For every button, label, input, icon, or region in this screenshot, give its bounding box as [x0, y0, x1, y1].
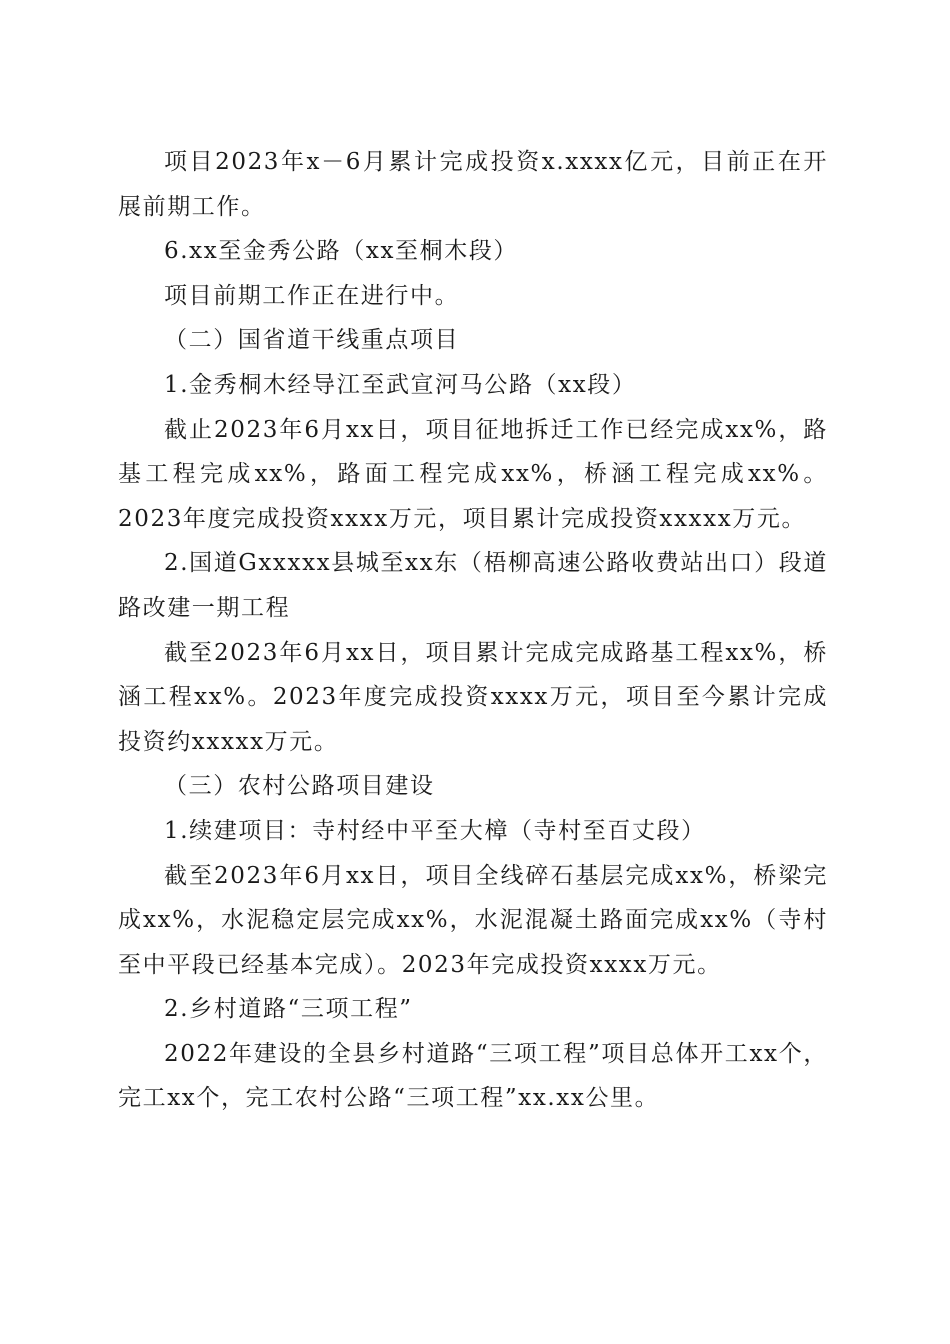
- item-title-national-road-g: 2.国道Gxxxxx县城至xx东（梧柳高速公路收费站出口）段道路改建一期工程: [118, 550, 828, 621]
- paragraph-national-road-progress: 截至2023年6月xx日，项目累计完成完成路基工程xx%，桥涵工程xx%。2023年度完成投资xxxx万元，项目至今累计完成投资约xxxxx万元。: [118, 639, 828, 755]
- paragraph-three-projects-progress: 2022年建设的全县乡村道路“三项工程”项目总体开工xx个，完工xx个，完工农村公路“三项工程”xx.xx公里。: [118, 1040, 828, 1112]
- section-heading-national-provincial: （二）国省道干线重点项目: [164, 327, 460, 354]
- paragraph-investment-progress: 项目2023年x－6月累计完成投资x.xxxx亿元，目前正在开展前期工作。: [118, 149, 828, 220]
- item-title-jinxiu-tongmu-road: 1.金秀桐木经导江至武宣河马公路（xx段）: [164, 371, 637, 398]
- section-heading-rural-roads: （三）农村公路项目建设: [164, 773, 435, 800]
- item-title-three-projects: 2.乡村道路“三项工程”: [164, 996, 413, 1023]
- item-title-sicun-dazhang: 1.续建项目：寺村经中平至大樟（寺村至百丈段）: [164, 817, 706, 844]
- paragraph-jinxiu-tongmu-progress: 截止2023年6月xx日，项目征地拆迁工作已经完成xx%，路基工程完成xx%，路面工程完成xx%，桥涵工程完成xx%。2023年度完成投资xxxx万元，项目累计完成投资xxxxx万元。: [118, 416, 828, 532]
- document-body: [118, 140, 828, 1121]
- paragraph-sicun-progress: 截至2023年6月xx日，项目全线碎石基层完成xx%，桥梁完成xx%，水泥稳定层完成xx%，水泥混凝土路面完成xx%（寺村至中平段已经基本完成）。2023年完成投资xxxx万元。: [118, 862, 828, 978]
- paragraph-preliminary-work: 项目前期工作正在进行中。: [164, 282, 460, 309]
- item-title-xx-jinxiu-road: 6.xx至金秀公路（xx至桐木段）: [164, 238, 519, 265]
